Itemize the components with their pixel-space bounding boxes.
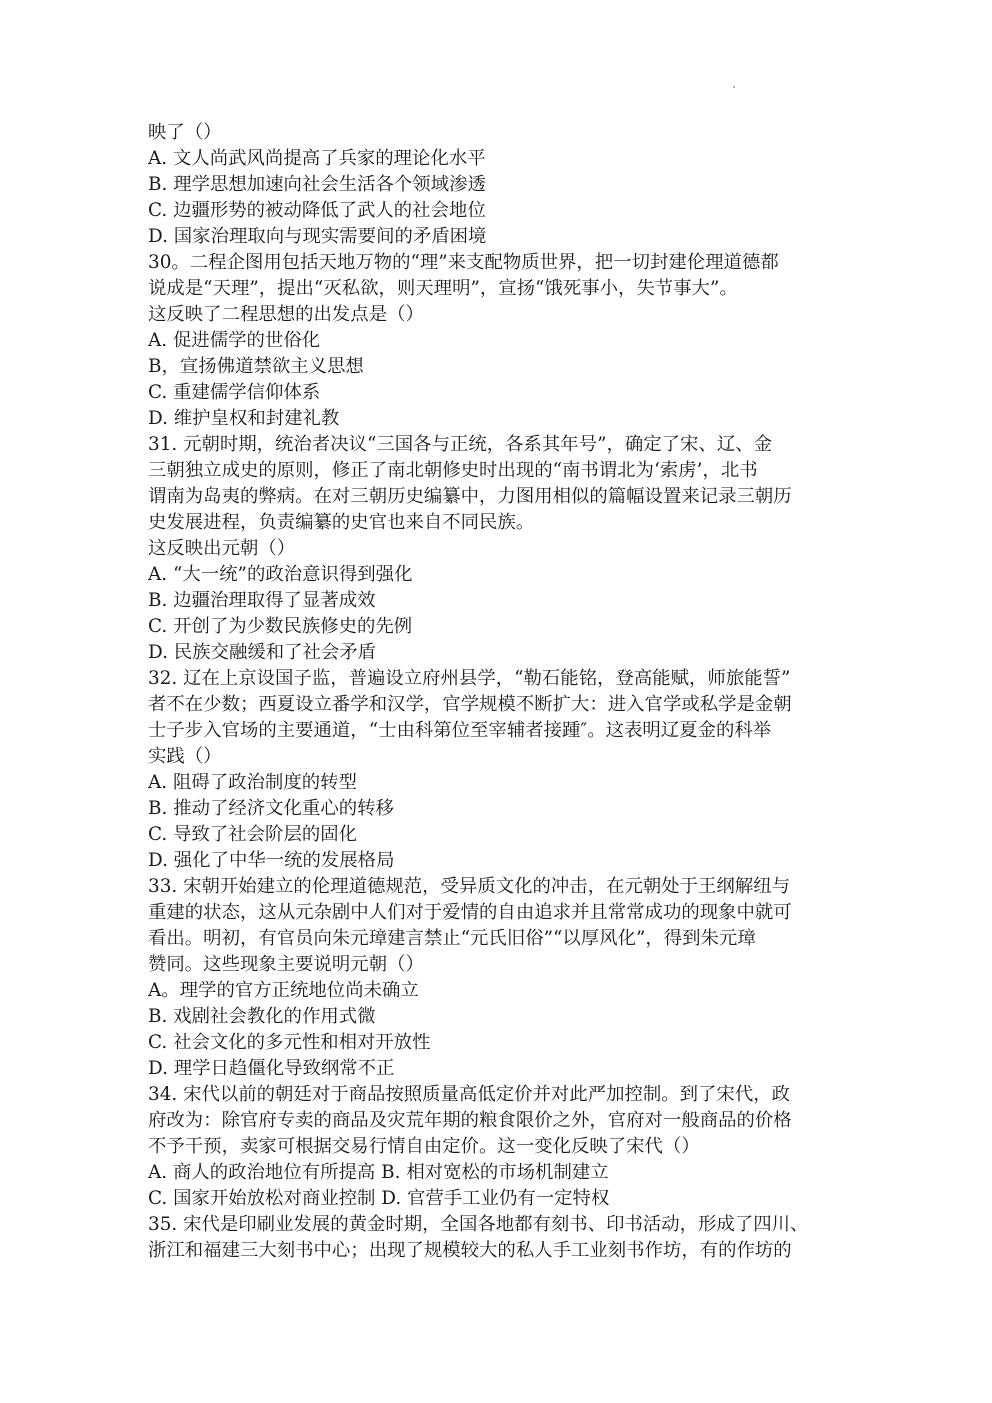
q31-line-2: 三朝独立成史的原则，修正了南北朝修史时出现的“南书谓北为‘索虏’，北书 — [148, 460, 758, 481]
q34-line-3: 不予干预，卖家可根据交易行情自由定价。这一变化反映了宋代（） — [148, 1136, 700, 1157]
q29-tail: 映了（） — [148, 122, 222, 143]
q32-line-2: 者不在少数；西夏设立番学和汉学，官学规模不断扩大：进入官学或私学是金朝 — [148, 694, 792, 715]
q30-line-1: 30。二程企图用包括天地万物的“理”来支配物质世界，把一切封建伦理道德都 — [148, 252, 779, 273]
q34-line-1: 34. 宋代以前的朝廷对于商品按照质量高低定价并对此严加控制。到了宋代，政 — [148, 1084, 790, 1105]
q33-line-2: 重建的状态，这从元杂剧中人们对于爱情的自由追求并且常常成功的现象中就可 — [148, 902, 792, 923]
q31-option-d: D. 民族交融缓和了社会矛盾 — [148, 642, 377, 663]
q30-option-d: D. 维护皇权和封建礼教 — [148, 408, 340, 429]
q31-option-c: C. 开创了为少数民族修史的先例 — [148, 616, 413, 637]
q29-option-c: C. 边疆形势的被动降低了武人的社会地位 — [148, 200, 486, 221]
q33-option-c: C. 社会文化的多元性和相对开放性 — [148, 1032, 431, 1053]
q34-options-ab: A. 商人的政治地位有所提高 B. 相对宽松的市场机制建立 — [148, 1162, 609, 1183]
q32-option-a: A. 阻碍了政治制度的转型 — [148, 772, 357, 793]
exam-text — [148, 120, 848, 1264]
q33-line-1: 33. 宋朝开始建立的伦理道德规范，受异质文化的冲击，在元朝处于王纲解纽与 — [148, 876, 790, 897]
q31-line-5: 这反映出元朝（） — [148, 538, 296, 559]
q30-line-2: 说成是“天理”，提出“灭私欲，则天理明”，宣扬“饿死事小，失节事大”。 — [148, 278, 738, 299]
q33-option-b: B. 戏剧社会教化的作用式微 — [148, 1006, 376, 1027]
q32-option-b: B. 推动了经济文化重心的转移 — [148, 798, 394, 819]
q29-option-d: D. 国家治理取向与现实需要间的矛盾困境 — [148, 226, 487, 247]
q35-line-1: 35. 宋代是印刷业发展的黄金时期，全国各地都有刻书、印书活动，形成了四川、 — [148, 1214, 809, 1235]
q32-option-c: C. 导致了社会阶层的固化 — [148, 824, 358, 845]
q34-options-cd: C. 国家开始放松对商业控制 D. 官营手工业仍有一定特权 — [148, 1188, 610, 1209]
q33-option-d: D. 理学日趋僵化导致纲常不正 — [148, 1058, 395, 1079]
q30-option-c: C. 重建儒学信仰体系 — [148, 382, 321, 403]
q35-line-2: 浙江和福建三大刻书中心；出现了规模较大的私人手工业刻书作坊，有的作坊的 — [148, 1240, 792, 1261]
q30-option-a: A. 促进儒学的世俗化 — [148, 330, 321, 351]
q31-line-1: 31. 元朝时期，统治者决议“三国各与正统，各系其年号”，确定了宋、辽、金 — [148, 434, 773, 455]
q31-option-b: B. 边疆治理取得了显著成效 — [148, 590, 376, 611]
q30-line-3: 这反映了二程思想的出发点是（） — [148, 304, 424, 325]
q32-line-1: 32. 辽在上京设国子监，普遍设立府州县学，“勒石能铭，登高能赋，师旅能誓” — [148, 668, 791, 689]
q33-line-4: 赞同。这些现象主要说明元朝（） — [148, 954, 424, 975]
q33-option-a: A。理学的官方正统地位尚未确立 — [148, 980, 419, 1001]
q31-line-4: 史发展进程，负责编纂的史官也来自不同民族。 — [148, 512, 535, 533]
q29-option-a: A. 文人尚武风尚提高了兵家的理论化水平 — [148, 148, 486, 169]
q30-option-b: B，宣扬佛道禁欲主义思想 — [148, 356, 364, 377]
q31-option-a: A. “大一统”的政治意识得到强化 — [148, 564, 413, 585]
q32-line-4: 实践（） — [148, 746, 222, 767]
q32-option-d: D. 强化了中华一统的发展格局 — [148, 850, 395, 871]
q32-line-3: 士子步入官场的主要通道，“士由科第位至宰辅者接踵″。这表明辽夏金的科举 — [148, 720, 772, 741]
q31-line-3: 谓南为岛夷的弊病。在对三朝历史编纂中，力图用相似的篇幅设置来记录三朝历 — [148, 486, 792, 507]
q29-option-b: B. 理学思想加速向社会生活各个领域渗透 — [148, 174, 486, 195]
q34-line-2: 府改为：除官府专卖的商品及灾荒年期的粮食限价之外，官府对一般商品的价格 — [148, 1110, 792, 1131]
q33-line-3: 看出。明初，有官员向朱元璋建言禁止“元氏旧俗”“以厚风化”，得到朱元璋 — [148, 928, 756, 949]
scan-speck — [733, 86, 735, 88]
